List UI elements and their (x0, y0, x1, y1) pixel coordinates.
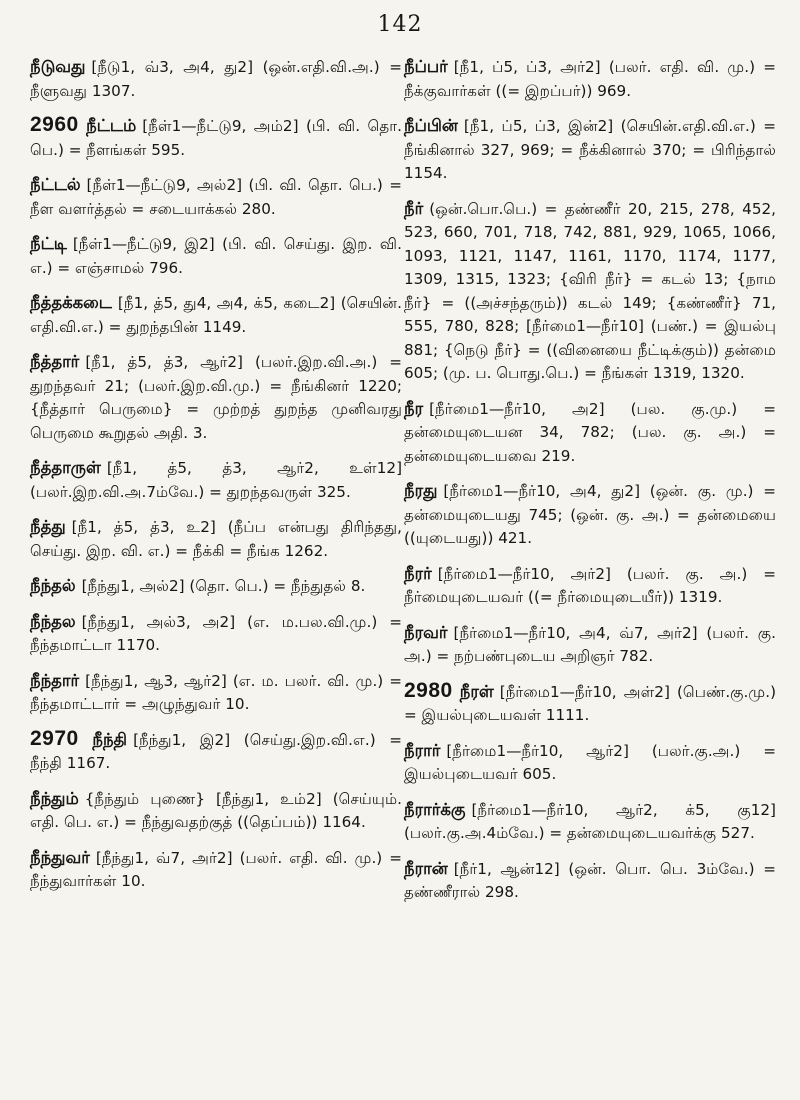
dictionary-entry (30, 786, 402, 835)
entry-body: [நீர்1, ஆன்12] (ஒன். பொ. பெ. 3ம்வே.) = தண்ணீரால் 298. (404, 859, 776, 901)
entry-headword: நீந்தி (92, 729, 128, 749)
entry-headword: நீரவர் (404, 622, 448, 642)
entry-body: [நீ1, த்5, து4, அ4, க்5, கடை2] (செயின். எதி.வி.எ.) = துறந்தபின் 1149. (30, 294, 402, 336)
entry-headword: நீத்தக்கடை (30, 293, 112, 312)
dictionary-entry (30, 455, 402, 504)
entry-body: [நீள்1—நீட்டு9, அல்2] (பி. வி. தொ. பெ.) = நீள வளர்த்தல் = சடையாக்கல் 280. (30, 176, 402, 218)
entry-headword: நீப்பர் (404, 57, 448, 76)
entry-headword: நீர் (404, 198, 424, 218)
entry-headword: நீட்டல் (30, 175, 81, 194)
entry-number: 2960 (30, 113, 79, 136)
entry-body: {நீந்தும் புணை} [நீந்து1, உம்2] (செய்யும். எதி. பெ. எ.) = நீந்துவதற்குத் ((தெப்பம்)) 1164. (30, 789, 402, 831)
dictionary-entry (30, 349, 402, 445)
entry-headword: நீரது (404, 481, 438, 500)
dictionary-entry (404, 478, 776, 551)
dictionary-entry (30, 231, 402, 280)
entry-body: [நீ1, ப்5, ப்3, அர்2] (பலர். எதி. வி. மு.) = நீக்குவார்கள் ((= இறப்பர்)) 969. (404, 58, 776, 100)
entry-number: 2970 (30, 726, 79, 750)
entry-body: [நீர்மை1—நீர்10, ஆர்2, க்5, கு12] (பலர்.கு.அ.4ம்வே.) = தன்மையுடையவர்க்கு 527. (404, 800, 776, 842)
dictionary-entry (404, 396, 776, 469)
entry-headword: நீரார் (404, 740, 441, 760)
entry-body: [நீ1, ப்5, ப்3, இன்2] (செயின்.எதி.வி.எ.) = நீங்கினால் 327, 969; = நீக்கினால் 370; = பிரிந்தால் 1154. (404, 117, 776, 182)
dictionary-entry (30, 54, 402, 103)
entry-headword: நீந்தல் (30, 576, 76, 595)
entry-headword: நீந்தார் (30, 670, 80, 690)
dictionary-entry (404, 856, 776, 905)
entry-body: [நீ1, த்5, த்3, உ2] (நீப்ப என்பது திரிந்தது, செய்து. இற. வி. எ.) = நீக்கி = நீங்க 1262. (30, 518, 402, 560)
entry-body: [நீந்து1, அல்3, அ2] (எ. ம.பல.வி.மு.) = நீந்தமாட்டா 1170. (30, 612, 402, 654)
entry-body: [நீந்து1, இ2] (செய்து.இற.வி.எ.) = நீந்தி 1167. (30, 730, 402, 772)
left-column (30, 54, 402, 904)
entry-headword: நீத்தாருள் (30, 458, 101, 477)
entry-number: 2980 (404, 678, 453, 702)
entry-headword: நீத்து (30, 517, 66, 536)
dictionary-entry (404, 196, 776, 386)
dictionary-entry (404, 797, 776, 846)
entry-headword: நீரர் (404, 563, 432, 583)
entry-headword: நீரான் (404, 858, 448, 878)
entry-headword: நீத்தார் (30, 352, 80, 371)
dictionary-entry (30, 113, 402, 162)
entry-headword: நீந்தும் (30, 788, 79, 808)
entry-headword: நீடுவது (30, 57, 86, 76)
dictionary-entry (404, 679, 776, 728)
entry-body: [நீர்மை1—நீர்10, அள்2] (பெண்.கு.மு.) = இயல்புடையவள் 1111. (404, 682, 776, 724)
dictionary-entry (404, 561, 776, 610)
dictionary-entry (30, 727, 402, 776)
dictionary-entry (30, 845, 402, 894)
entry-body: [நீ1, த்5, த்3, ஆர்2] (பலர்.இற.வி.அ.) = துறந்தவர் 21; (பலர்.இற.வி.மு.) = நீங்கினர் 1220; {நீத்தார் பெருமை} = முற்றத் துறந்த முனிவரது பெருமை கூறுதல் அதி. 3. (30, 353, 402, 442)
dictionary-entry (30, 290, 402, 339)
dictionary-entry (30, 514, 402, 563)
dictionary-entry (30, 573, 402, 599)
entry-body: [நீர்மை1—நீர்10, அ4, து2] (ஒன். கு. மு.) = தன்மையுடையது 745; (ஒன். கு. அ.) = தன்மையை ((யுடையது)) 421. (404, 482, 776, 547)
dictionary-entry (404, 113, 776, 186)
entry-headword: நீட்டம் (86, 116, 137, 135)
dictionary-entry (404, 54, 776, 103)
entry-body: [நீள்1—நீட்டு9, அம்2] (பி. வி. தொ. பெ.) = நீளங்கள் 595. (30, 117, 403, 159)
page-number: 142 (377, 12, 423, 37)
entry-headword: நீப்பின் (404, 116, 458, 135)
dictionary-entry (30, 172, 402, 221)
dictionary-entry (30, 668, 402, 717)
dictionary-entry (404, 738, 776, 787)
right-column (404, 54, 776, 915)
entry-headword: நீந்தல (30, 611, 76, 631)
entry-body: [நீர்மை1—நீர்10, ஆர்2] (பலர்.கு.அ.) = இயல்புடையவர் 605. (404, 741, 776, 783)
entry-body: [நீந்து1, வ்7, அர்2] (பலர். எதி. வி. மு.) = நீந்துவார்கள் 10. (30, 848, 402, 890)
entry-headword: நீரார்க்கு (404, 799, 466, 819)
entry-body: (ஒன்.பொ.பெ.) = தண்ணீர் 20, 215, 278, 452, 523, 660, 701, 718, 742, 881, 929, 1065, 1066, 1093, 1121, 1147, 1161, 1170, 1174, 1177, 1309, 1315, 1323; {விரி நீர்} = கடல் 13; {நாம நீர்} = ((அச்சந்தரும்)) கடல் 149; {கண்ணீர்} 71, 555, 780, 828; [நீர்மை1—நீர்10] (பண்.) = இயல்பு 881; {நெடு நீர்} = ((வினையை நீட்டிக்கும்)) தன்மை 605; (மு. ப. பொது.பெ.) = நீங்கள் 1319, 1320. (404, 199, 776, 382)
entry-body: [நீர்மை1—நீர்10, அர்2] (பலர். கு. அ.) = நீர்மையுடையவர் ((= நீர்மையுடையீர்)) 1319. (404, 564, 776, 606)
entry-headword: நீட்டி (30, 234, 67, 253)
entry-body: [நீள்1—நீட்டு9, இ2] (பி. வி. செய்து. இற. வி. எ.) = எஞ்சாமல் 796. (30, 235, 402, 277)
entry-headword: நீர (404, 398, 424, 418)
dictionary-entry (30, 609, 402, 658)
entry-body: [நீந்து1, ஆ3, ஆர்2] (எ. ம. பலர். வி. மு.) = நீந்தமாட்டார் = அழுந்துவர் 10. (30, 671, 402, 713)
entry-headword: நீந்துவர் (30, 847, 90, 867)
entry-body: [நீந்து1, அல்2] (தொ. பெ.) = நீந்துதல் 8. (81, 577, 366, 595)
entry-body: [நீர்மை1—நீர்10, அ4, வ்7, அர்2] (பலர். கு. அ.) = நற்பண்புடைய அறிஞர் 782. (404, 623, 776, 665)
entry-body: [நீர்மை1—நீர்10, அ2] (பல. கு.மு.) = தன்மையுடையன 34, 782; (பல. கு. அ.) = தன்மையுடையவை 219. (404, 399, 776, 465)
entry-body: [நீடு1, வ்3, அ4, து2] (ஒன்.எதி.வி.அ.) = நீளுவது 1307. (30, 58, 402, 100)
entry-headword: நீரள் (459, 681, 494, 701)
dictionary-entry (404, 620, 776, 669)
entry-body: [நீ1, த்5, த்3, ஆர்2, உள்12] (பலர்.இற.வி.அ.7ம்வே.) = துறந்தவருள் 325. (30, 459, 402, 501)
